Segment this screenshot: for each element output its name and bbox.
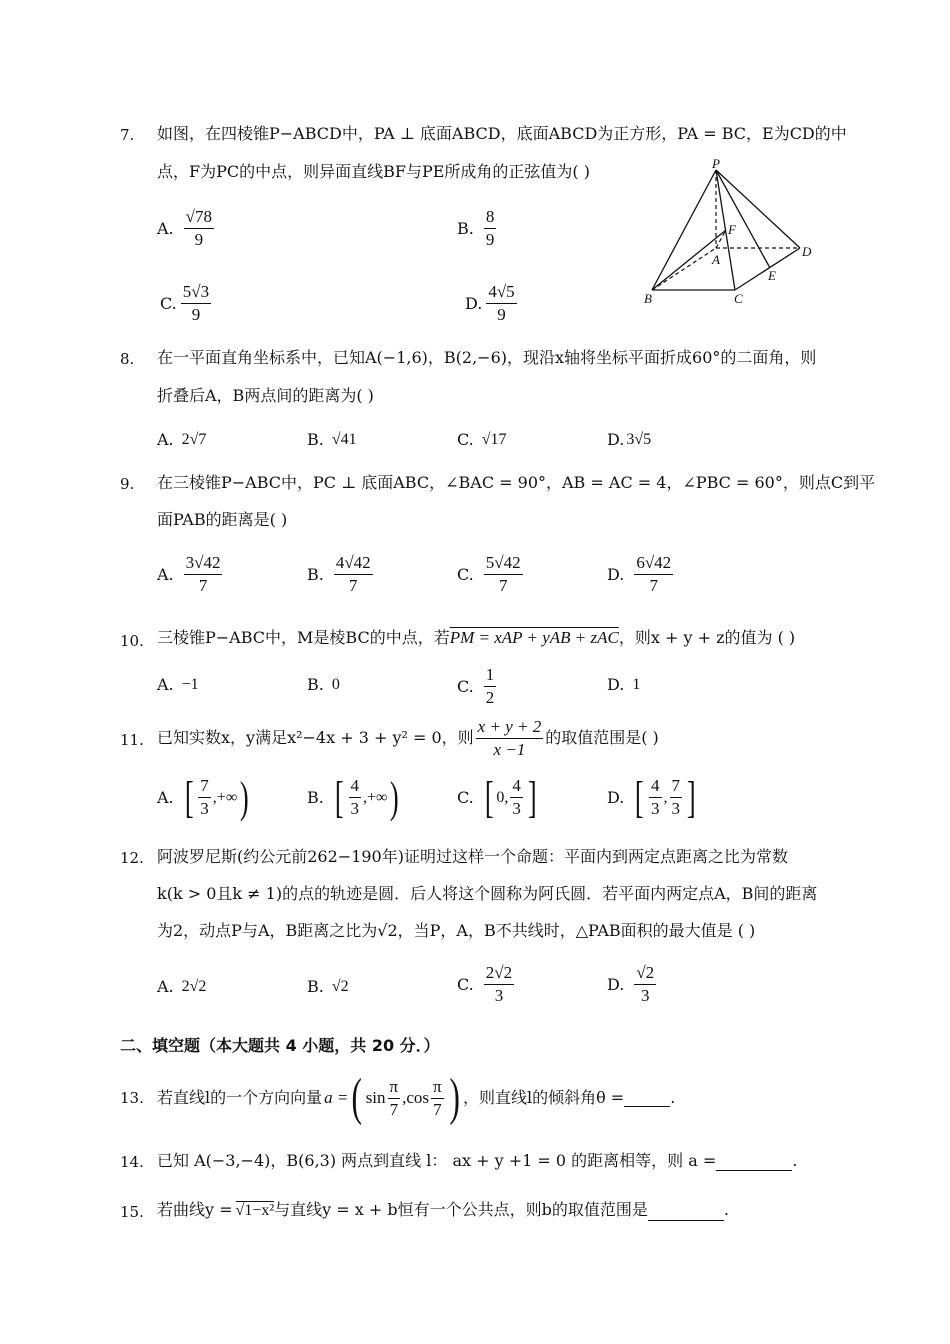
option-d[interactable] [465,281,519,326]
option-c[interactable]: C. √17 [457,430,507,449]
question-text: 折叠后A，B两点间的距离为( ) [157,386,374,405]
fraction: $\frac{x + y + 2}{x -1}$ [477,716,542,759]
fraction: $\frac{√2}{3}$ [636,963,655,1005]
question-number: 12. [120,849,144,867]
question-number: 10. [120,632,144,650]
option-label: A. [157,219,174,238]
option-c[interactable]: C. $\frac{5√42}{7}$ [457,553,521,595]
option-a[interactable] [157,206,216,251]
question-text: 阿波罗尼斯(约公元前262−190年)证明过这样一个命题：平面内到两定点距离之比为常数 [157,847,788,866]
fraction: $\frac{5√3}{9}$ [182,282,210,324]
label-p: P [712,158,720,171]
question-text: 在一平面直角坐标系中，已知A(−1,6)，B(2,−6)，现沿x轴将坐标平面折成60°的二面角，则 [157,348,817,367]
option-label: D. [465,294,483,313]
option-d[interactable]: D. $\frac{√2}{3}$ [607,963,655,1005]
fraction: $\frac{4√5}{9}$ [488,282,515,324]
question-text: 点，F为PC的中点，则异面直线BF与PE所成角的正弦值为( ) [157,162,590,181]
option-a[interactable]: A. [ $\frac{7}{3}$ ,+∞ ) [157,772,249,822]
question-number: 13. [120,1089,144,1107]
fraction: $\frac{6√42}{7}$ [636,553,672,595]
fraction: $\frac{4√42}{7}$ [335,553,371,595]
fraction: $\frac{3√42}{7}$ [185,553,221,595]
question-number: 7. [120,126,135,144]
option-b[interactable]: B. $\frac{4√42}{7}$ [307,553,371,595]
label-e: E [768,268,776,283]
option-b[interactable]: B. √2 [307,977,349,996]
option-c[interactable] [160,281,213,326]
label-d: D [802,244,812,259]
question-text: 已知实数x，y满足x²−4x + 3 + y² = 0，则 $\frac{x + y + 2}{x -1}$ 的取值范围是( ) [157,716,659,759]
section-heading: 二、填空题（本大题共 4 小题，共 20 分．） [120,1036,440,1055]
option-d[interactable]: D. [ $\frac{4}{3}$ , $\frac{7}{3}$ ] [607,772,696,822]
question-text: 在三棱锥P−ABC中，PC ⊥ 底面ABC，∠BAC = 90°，AB = AC = 4，∠PBC = 60°，则点C到平 [157,473,876,492]
question-text: k(k > 0且k ≠ 1)的点的轨迹是圆．后人将这个圆称为阿氏圆．若平面内两定点A，B间的距离 [157,884,818,903]
fraction: $\frac{2√2}{3}$ [485,963,513,1005]
fraction: $\frac{1}{2}$ [485,665,495,707]
fraction: $\frac{8}{9}$ [485,207,495,249]
answer-blank[interactable] [716,1154,792,1171]
question-text: 三棱锥P−ABC中，M是棱BC的中点，若PM = xAP + yAB + zAC，则x + y + z的值为 ( ) [157,628,796,647]
question-number: 15. [120,1203,144,1221]
question-text: 面PAB的距离是( ) [157,510,288,529]
option-d[interactable]: D. 3√5 [607,430,652,449]
option-label: B. [457,219,474,238]
option-a[interactable]: A. 2√2 [157,977,207,996]
question-number: 8. [120,350,135,368]
label-a: A [712,252,720,267]
question-text: 如图，在四棱锥P−ABCD中，PA ⊥ 底面ABCD，底面ABCD为正方形，PA = BC，E为CD的中 [157,124,847,143]
option-d[interactable]: D. 1 [607,675,641,694]
fraction: $\frac{√78}{9}$ [185,207,212,249]
question-text: 若直线l的一个方向向量 a = ( sin $\frac{\pi}{7}$ ,cos $\frac{\pi}{7}$ ) ，则直线l的倾斜角θ = . [157,1069,676,1126]
option-b[interactable]: B. [ $\frac{4}{3}$ ,+∞ ) [307,772,400,822]
answer-blank[interactable] [624,1090,670,1107]
option-d[interactable]: D. $\frac{6√42}{7}$ [607,553,672,595]
option-a[interactable]: A. $\frac{3√42}{7}$ [157,553,221,595]
option-label: C. [160,294,177,313]
label-b: B [644,291,652,306]
pyramid-figure [640,158,820,308]
question-number: 11. [120,731,144,749]
question-text: 已知 A(−3,−4)，B(6,3) 两点到直线 l： ax + y +1 = 0 的距离相等，则 a = . [157,1151,798,1170]
option-a[interactable]: A. 2√7 [157,430,207,449]
option-b[interactable] [457,206,498,251]
label-c: C [734,291,743,306]
vector-equation: PM = xAP + yAB + zAC [449,628,619,647]
sqrt-expression: √1−x² [235,1202,275,1219]
fraction: $\frac{5√42}{7}$ [485,553,521,595]
question-number: 9. [120,475,135,493]
question-text: 若曲线y = √1−x²与直线y = x + b恒有一个公共点，则b的取值范围是 . [157,1200,729,1219]
question-text: 为2，动点P与A，B距离之比为√2，当P，A，B不共线时，△PAB面积的最大值是 ( ) [157,921,756,940]
question-number: 14. [120,1153,144,1171]
option-a[interactable]: A. −1 [157,675,199,694]
option-c[interactable]: C. $\frac{2√2}{3}$ [457,963,513,1005]
option-c[interactable]: C. [ 0, $\frac{4}{3}$ ] [457,772,537,822]
answer-blank[interactable] [648,1204,724,1221]
option-b[interactable]: B. √41 [307,430,357,449]
label-f: F [728,222,736,237]
option-b[interactable]: B. 0 [307,675,340,694]
option-c[interactable]: C. $\frac{1}{2}$ [457,665,495,707]
